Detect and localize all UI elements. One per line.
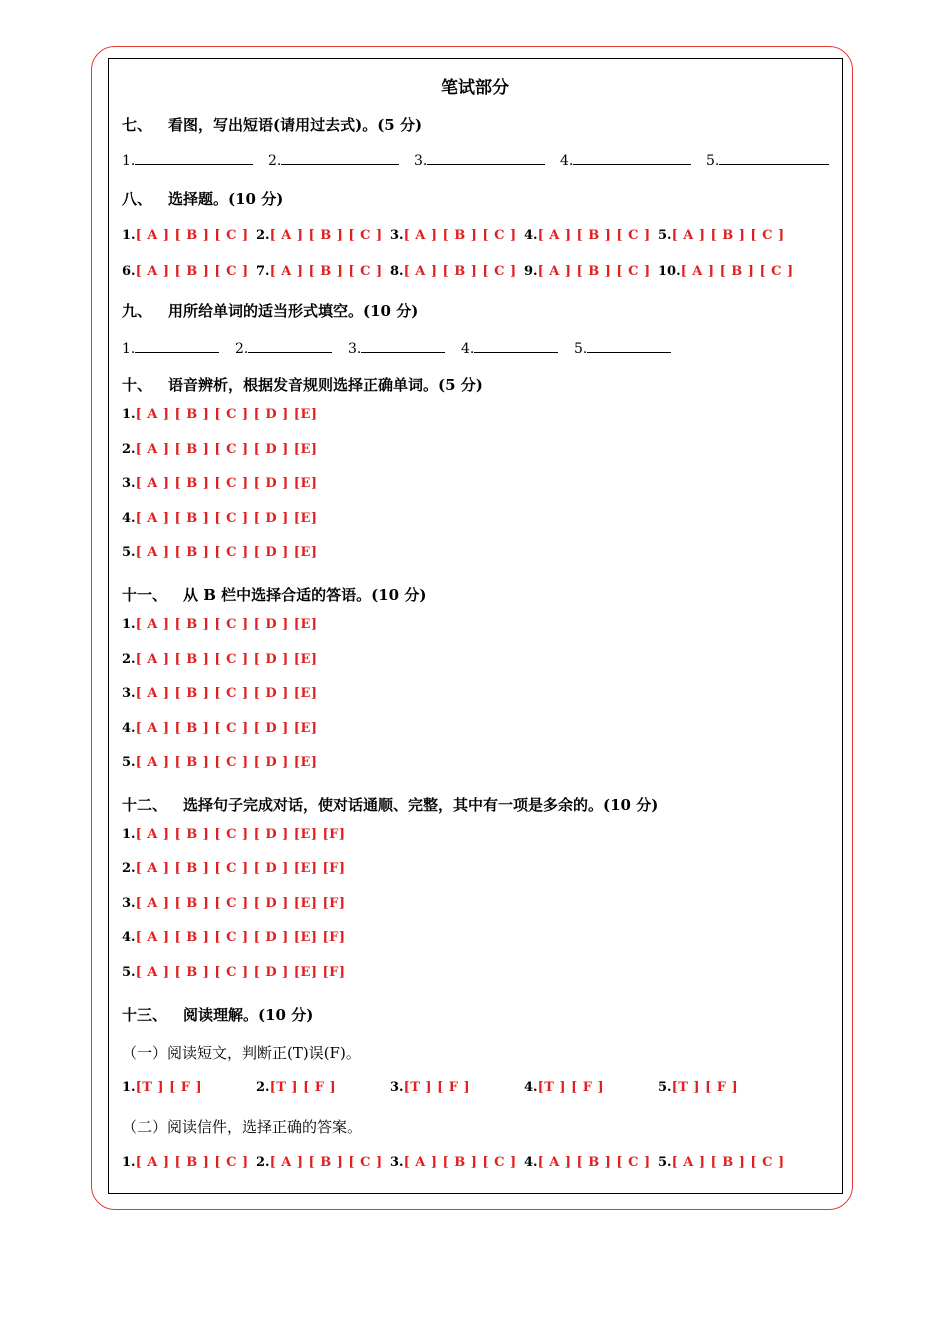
section-text: 语音辨析，根据发音规则选择正确单词。(5 分) [168,376,483,394]
q-num: 2. [256,228,270,243]
q-num: 3. [390,1080,404,1095]
s10-q2-options[interactable] [122,442,318,457]
q-num: 3. [122,686,136,701]
s8-q7-options[interactable] [256,264,383,279]
q-choices[interactable]: [ A ] [ B ] [ C ] [ D ] [E] [F] [135,861,346,876]
q-num: 5. [658,1155,672,1170]
q-choices[interactable]: [ A ] [ B ] [ C ] [403,264,517,279]
section-7-heading [122,114,422,135]
blank-number: 5. [574,341,588,357]
q-choices[interactable]: [T ] [ F ] [403,1080,471,1095]
q-num: 3. [122,896,136,911]
s10-q4-options[interactable] [122,511,318,526]
section-number: 九、 [122,302,153,320]
q-choices[interactable]: [ A ] [ B ] [ C ] [537,1155,651,1170]
blank-number: 5. [706,153,720,169]
s8-q3-options[interactable] [390,228,517,243]
q-num: 1. [122,228,136,243]
s13-mc-q5[interactable] [658,1155,785,1170]
section-8-heading [122,188,283,209]
q-choices[interactable]: [ A ] [ B ] [ C ] [ D ] [E] [135,511,318,526]
blank-line [248,338,332,353]
q-num: 8. [390,264,404,279]
s9-blank-1[interactable] [122,338,219,357]
q-num: 10. [658,264,681,279]
q-num: 4. [524,228,538,243]
q-num: 4. [524,1080,538,1095]
section-10-heading [122,374,483,395]
s13-mc-q4[interactable] [524,1155,651,1170]
s11-q3-options[interactable] [122,686,318,701]
s13-tf-q5[interactable] [658,1080,738,1095]
q-choices[interactable]: [ A ] [ B ] [ C ] [ D ] [E] [135,545,318,560]
s13-mc-q2[interactable] [256,1155,383,1170]
q-choices[interactable]: [ A ] [ B ] [ C ] [135,228,249,243]
section-13-heading [122,1004,313,1025]
q-num: 2. [122,861,136,876]
blank-line [719,150,829,165]
q-num: 2. [256,1080,270,1095]
q-num: 3. [390,228,404,243]
s8-q1-options[interactable] [122,228,249,243]
s12-q4-options[interactable] [122,930,346,945]
q-choices[interactable]: [ A ] [ B ] [ C ] [ D ] [E] [135,755,318,770]
section-number: 七、 [122,116,153,134]
q-choices[interactable]: [T ] [ F ] [537,1080,605,1095]
q-num: 2. [256,1155,270,1170]
blank-number: 3. [414,153,428,169]
q-choices[interactable]: [ A ] [ B ] [ C ] [ D ] [E] [135,686,318,701]
s7-blank-3[interactable] [414,150,545,169]
section-text: 用所给单词的适当形式填空。(10 分) [168,302,419,320]
blank-number: 3. [348,341,362,357]
q-choices[interactable]: [ A ] [ B ] [ C ] [680,264,794,279]
s9-blank-5[interactable] [574,338,671,357]
blank-number: 2. [235,341,249,357]
q-choices[interactable]: [ A ] [ B ] [ C ] [537,264,651,279]
q-choices[interactable]: [T ] [ F ] [135,1080,203,1095]
q-choices[interactable]: [ A ] [ B ] [ C ] [ D ] [E] [135,407,318,422]
section-number: 十、 [122,376,153,394]
s13-tf-q2[interactable] [256,1080,336,1095]
section-text: 选择句子完成对话，使对话通顺、完整，其中有一项是多余的。(10 分) [183,796,659,814]
q-choices[interactable]: [ A ] [ B ] [ C ] [403,1155,517,1170]
blank-line [573,150,691,165]
s9-blank-2[interactable] [235,338,332,357]
blank-number: 1. [122,153,136,169]
blank-line [135,150,253,165]
section-text: 选择题。(10 分) [168,190,284,208]
s13-tf-q1[interactable] [122,1080,202,1095]
q-choices[interactable]: [ A ] [ B ] [ C ] [ D ] [E] [F] [135,896,346,911]
s8-q2-options[interactable] [256,228,383,243]
s12-q2-options[interactable] [122,861,346,876]
q-choices[interactable]: [ A ] [ B ] [ C ] [269,264,383,279]
q-choices[interactable]: [ A ] [ B ] [ C ] [135,264,249,279]
q-num: 1. [122,1155,136,1170]
blank-number: 1. [122,341,136,357]
blank-line [427,150,545,165]
q-num: 4. [122,930,136,945]
q-choices[interactable]: [ A ] [ B ] [ C ] [269,1155,383,1170]
section-12-heading [122,794,658,815]
s7-blank-1[interactable] [122,150,253,169]
q-num: 5. [658,1080,672,1095]
q-num: 3. [390,1155,404,1170]
blank-line [281,150,399,165]
s10-q3-options[interactable] [122,476,318,491]
q-choices[interactable]: [ A ] [ B ] [ C ] [ D ] [E] [F] [135,930,346,945]
blank-line [587,338,671,353]
s7-blank-4[interactable] [560,150,691,169]
s8-q5-options[interactable] [658,228,785,243]
s8-q4-options[interactable] [524,228,651,243]
q-num: 1. [122,617,136,632]
section-number: 十二、 [122,796,168,814]
blank-line [361,338,445,353]
s12-q5-options[interactable] [122,965,346,980]
s13-mc-q3[interactable] [390,1155,517,1170]
q-choices[interactable]: [ A ] [ B ] [ C ] [ D ] [E] [135,652,318,667]
q-num: 2. [122,652,136,667]
blank-number: 4. [560,153,574,169]
q-num: 4. [122,721,136,736]
q-choices[interactable]: [T ] [ F ] [671,1080,739,1095]
q-num: 5. [658,228,672,243]
q-choices[interactable]: [ A ] [ B ] [ C ] [ D ] [E] [135,442,318,457]
q-num: 2. [122,442,136,457]
q-num: 4. [122,511,136,526]
section-number: 十一、 [122,586,168,604]
q-num: 4. [524,1155,538,1170]
s10-q1-options[interactable] [122,407,318,422]
blank-number: 4. [461,341,475,357]
q-num: 5. [122,755,136,770]
q-choices[interactable]: [ A ] [ B ] [ C ] [ D ] [E] [135,721,318,736]
section-text: 从 B 栏中选择合适的答语。(10 分) [183,586,427,604]
q-choices[interactable]: [ A ] [ B ] [ C ] [ D ] [E] [F] [135,827,346,842]
page-title: 笔试部分 [441,78,509,98]
s8-q8-options[interactable] [390,264,517,279]
section-text: 阅读理解。(10 分) [183,1006,314,1024]
section-9-heading [122,300,418,321]
s7-blank-2[interactable] [268,150,399,169]
q-choices[interactable]: [ A ] [ B ] [ C ] [403,228,517,243]
q-choices[interactable]: [ A ] [ B ] [ C ] [ D ] [E] [F] [135,965,346,980]
q-num: 1. [122,1080,136,1095]
s10-q5-options[interactable] [122,545,318,560]
s12-q3-options[interactable] [122,896,346,911]
s13-tf-q4[interactable] [524,1080,604,1095]
blank-number: 2. [268,153,282,169]
q-num: 1. [122,407,136,422]
s11-q1-options[interactable] [122,617,318,632]
q-num: 6. [122,264,136,279]
q-num: 5. [122,545,136,560]
q-num: 7. [256,264,270,279]
s13-part1-instructions: （一）阅读短文，判断正(T)误(F)。 [122,1044,361,1062]
s8-q10-options[interactable] [658,264,794,279]
s13-tf-q3[interactable] [390,1080,470,1095]
q-choices[interactable]: [ A ] [ B ] [ C ] [135,1155,249,1170]
s13-part2-instructions: （二）阅读信件，选择正确的答案。 [122,1118,363,1136]
q-choices[interactable]: [ A ] [ B ] [ C ] [671,228,785,243]
s11-q4-options[interactable] [122,721,318,736]
q-choices[interactable]: [ A ] [ B ] [ C ] [ D ] [E] [135,617,318,632]
s9-blank-4[interactable] [461,338,558,357]
s7-blank-5[interactable] [706,150,829,169]
blank-line [474,338,558,353]
q-choices[interactable]: [ A ] [ B ] [ C ] [269,228,383,243]
q-choices[interactable]: [ A ] [ B ] [ C ] [671,1155,785,1170]
s13-mc-q1[interactable] [122,1155,249,1170]
q-num: 1. [122,827,136,842]
section-text: 看图，写出短语(请用过去式)。(5 分) [168,116,423,134]
section-number: 十三、 [122,1006,168,1024]
q-num: 9. [524,264,538,279]
q-choices[interactable]: [ A ] [ B ] [ C ] [537,228,651,243]
section-number: 八、 [122,190,153,208]
s9-blank-3[interactable] [348,338,445,357]
q-num: 5. [122,965,136,980]
q-choices[interactable]: [T ] [ F ] [269,1080,337,1095]
blank-line [135,338,219,353]
q-num: 3. [122,476,136,491]
section-11-heading [122,584,426,605]
q-choices[interactable]: [ A ] [ B ] [ C ] [ D ] [E] [135,476,318,491]
s11-q5-options[interactable] [122,755,318,770]
s8-q9-options[interactable] [524,264,651,279]
s12-q1-options[interactable] [122,827,346,842]
s8-q6-options[interactable] [122,264,249,279]
s11-q2-options[interactable] [122,652,318,667]
